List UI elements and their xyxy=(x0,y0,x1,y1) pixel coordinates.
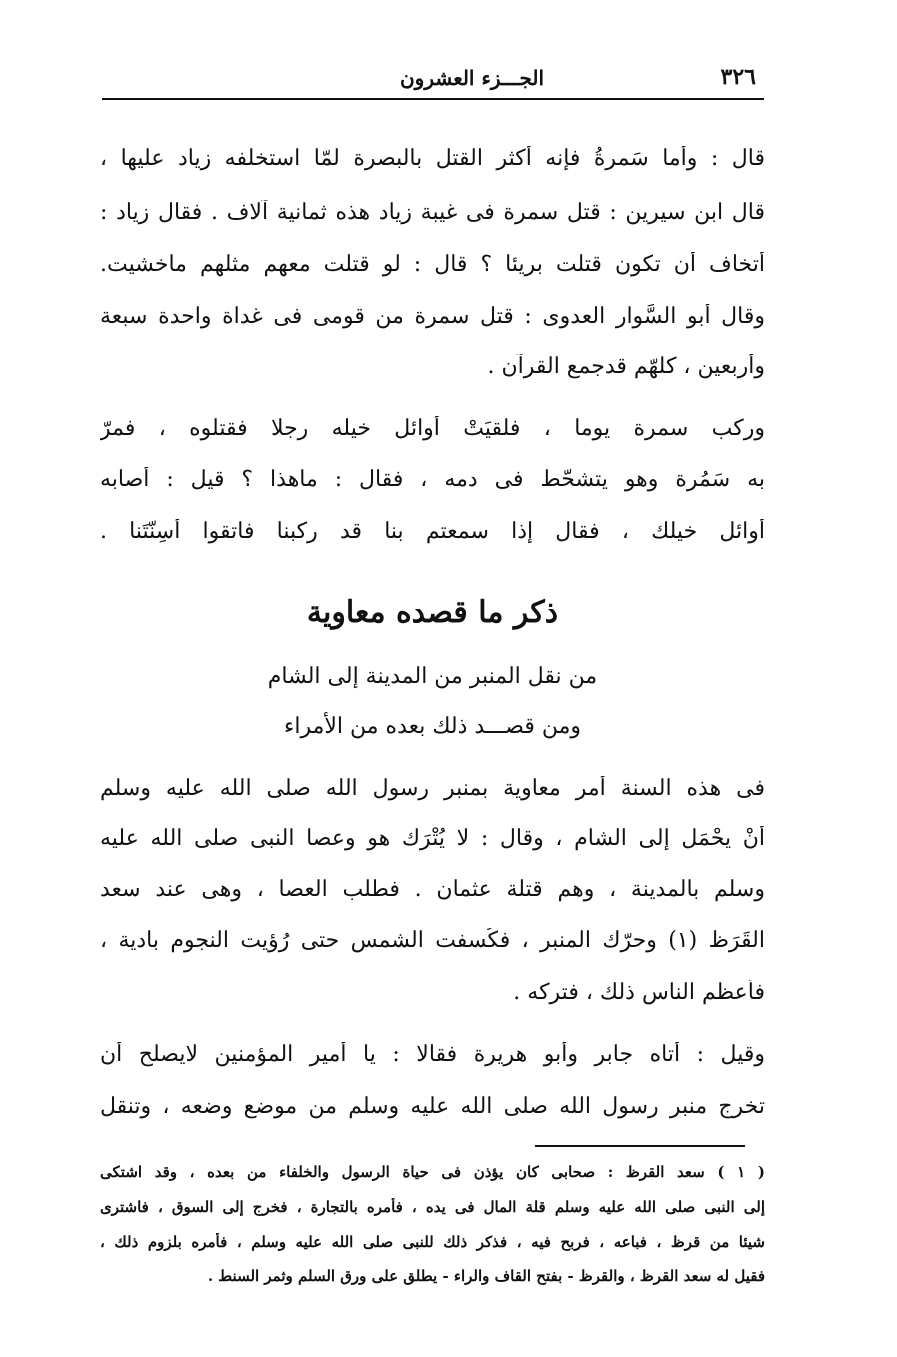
section-subtitle: ومن قصـــد ذلك بعده من الأمراء xyxy=(283,714,582,739)
paragraph-line: وركب سمرة يوما ، فلقيَتْ أوائل خيله رجلا فقتلوه ، فمرّ xyxy=(100,416,765,441)
footnote-divider xyxy=(535,1145,745,1147)
footnote-line: ( ١ ) سعد القرظ : صحابى كان يؤذن فى حياة الرسول والخلفاء من بعده ، وقد اشتكى xyxy=(100,1163,765,1181)
paragraph-line: فأعظم الناس ذلك ، فتركه . xyxy=(513,980,765,1005)
paragraph-line: أتخاف أن تكون قتلت بريئا ؟ قال : لو قتلت معهم مثلهم ماخشيت. xyxy=(100,252,765,277)
page-number: ٣٢٦ xyxy=(720,64,756,90)
page-header xyxy=(102,60,764,100)
paragraph-line: أوائل خيلك ، فقال إذا سمعتم بنا قد ركبنا فاتقوا أسِنّتَنا . xyxy=(100,519,765,544)
paragraph-line: قال : وأما سَمرةُ فإنه أكثر القتل بالبصرة لمّا استخلفه زياد عليها ، xyxy=(100,146,765,171)
paragraph-line: القَرَظ (١) وحرّك المنبر ، فكُسفت الشمس حتى رُؤيت النجوم بادية ، xyxy=(100,928,765,953)
section-title: ذكر ما قصده معاوية xyxy=(306,595,559,630)
paragraph-line: وأربعين ، كلهّم قدجمع القرآن . xyxy=(487,354,765,379)
footnote-line: شيئا من قرظ ، فباعه ، فربح فيه ، فذكر ذلك للنبى صلى الله عليه وسلم ، فأمره بلزوم ذلك ، xyxy=(100,1233,765,1251)
paragraph-line: تخرج منبر رسول الله صلى الله عليه وسلم من موضع وضعه ، وتنقل xyxy=(100,1094,765,1119)
paragraph-line: وقال أبو السَّوار العدوى : قتل سمرة من قومى فى غداة واحدة سبعة xyxy=(100,304,765,329)
running-title: الجـــزء العشرون xyxy=(399,66,545,90)
footnote-line: إلى النبى صلى الله عليه وسلم قلة المال فى يده ، فأمره بالتجارة ، فخرج إلى السوق ، فاشترى xyxy=(100,1198,765,1216)
paragraph-line: وقيل : أتاه جابر وأبو هريرة فقالا : يا أمير المؤمنين لايصلح أن xyxy=(100,1042,765,1067)
paragraph-line: وسلم بالمدينة ، وهم قتلة عثمان . فطلب العصا ، وهى عند سعد xyxy=(100,877,765,902)
paragraph-line: أنْ يحْمَل إلى الشام ، وقال : لا يُتْرَك هو وعصا النبى صلى الله عليه xyxy=(100,826,765,851)
paragraph-line: به سَمُرة وهو يتشحّط فى دمه ، فقال : ماهذا ؟ قيل : أصابه xyxy=(100,467,765,492)
paragraph-line: فى هذه السنة أمر معاوية بمنبر رسول الله صلى الله عليه وسلم xyxy=(100,776,765,801)
section-subtitle: من نقل المنبر من المدينة إلى الشام xyxy=(267,664,598,689)
footnote-line: فقيل له سعد القرظ ، والقرظ - بفتح القاف والراء - يطلق على ورق السلم وثمر السنط . xyxy=(207,1267,765,1285)
paragraph-line: قال ابن سيرين : قتل سمرة فى غيبة زياد هذه ثمانية آلاف . فقال زياد : xyxy=(100,200,765,225)
